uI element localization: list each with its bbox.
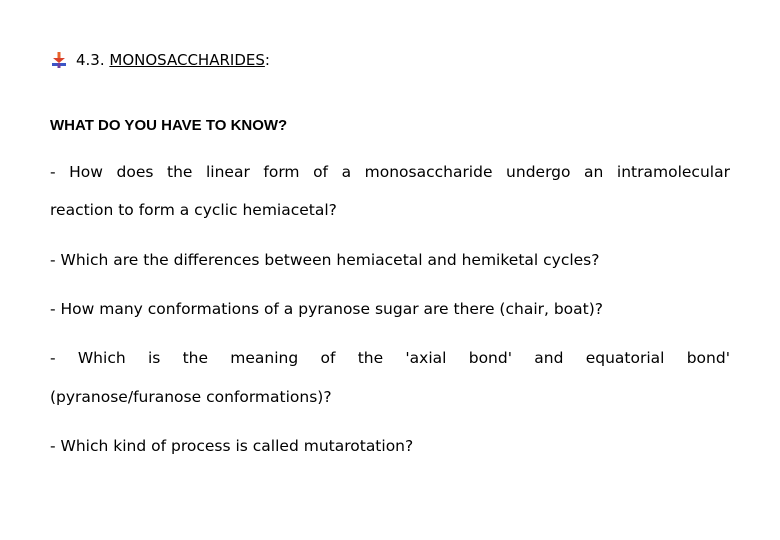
section-heading-row xyxy=(52,48,270,72)
word: Which xyxy=(77,349,126,367)
word: bond' xyxy=(468,349,512,367)
word: How xyxy=(69,163,103,181)
section-title-prefix: 4.3. xyxy=(76,51,110,69)
question-4-line-2: (pyranose/furanose conformations)? xyxy=(50,388,332,406)
section-title xyxy=(76,51,270,69)
word: the xyxy=(357,349,384,367)
word: the xyxy=(182,349,209,367)
word: bond' xyxy=(686,349,730,367)
word: does xyxy=(116,163,154,181)
word: of xyxy=(313,163,329,181)
word: equatorial xyxy=(585,349,665,367)
word: linear xyxy=(205,163,250,181)
word: 'axial xyxy=(405,349,447,367)
word: the xyxy=(167,163,193,181)
question-1-line-2: reaction to form a cyclic hemiacetal? xyxy=(50,201,337,219)
word: - xyxy=(50,349,56,367)
section-title-link: MONOSACCHARIDES xyxy=(109,51,265,69)
question-2: - Which are the differences between hemiacetal and hemiketal cycles? xyxy=(50,251,600,269)
word: undergo xyxy=(506,163,571,181)
word: and xyxy=(534,349,564,367)
question-5: - Which kind of process is called mutarotation? xyxy=(50,437,414,455)
word: intramolecular xyxy=(616,163,730,181)
word: is xyxy=(147,349,161,367)
bullet-arrow-icon xyxy=(52,52,66,68)
word: an xyxy=(584,163,604,181)
question-3: - How many conformations of a pyranose sugar are there (chair, boat)? xyxy=(50,300,604,318)
question-4-line-1 xyxy=(50,349,730,367)
word: of xyxy=(320,349,336,367)
section-title-suffix: : xyxy=(264,51,270,69)
word: monosaccharide xyxy=(364,163,493,181)
question-1-line-1 xyxy=(50,163,730,181)
word: form xyxy=(263,163,300,181)
word: a xyxy=(341,163,352,181)
word: meaning xyxy=(230,349,299,367)
word: - xyxy=(50,163,56,181)
subheading: WHAT DO YOU HAVE TO KNOW? xyxy=(50,117,288,134)
